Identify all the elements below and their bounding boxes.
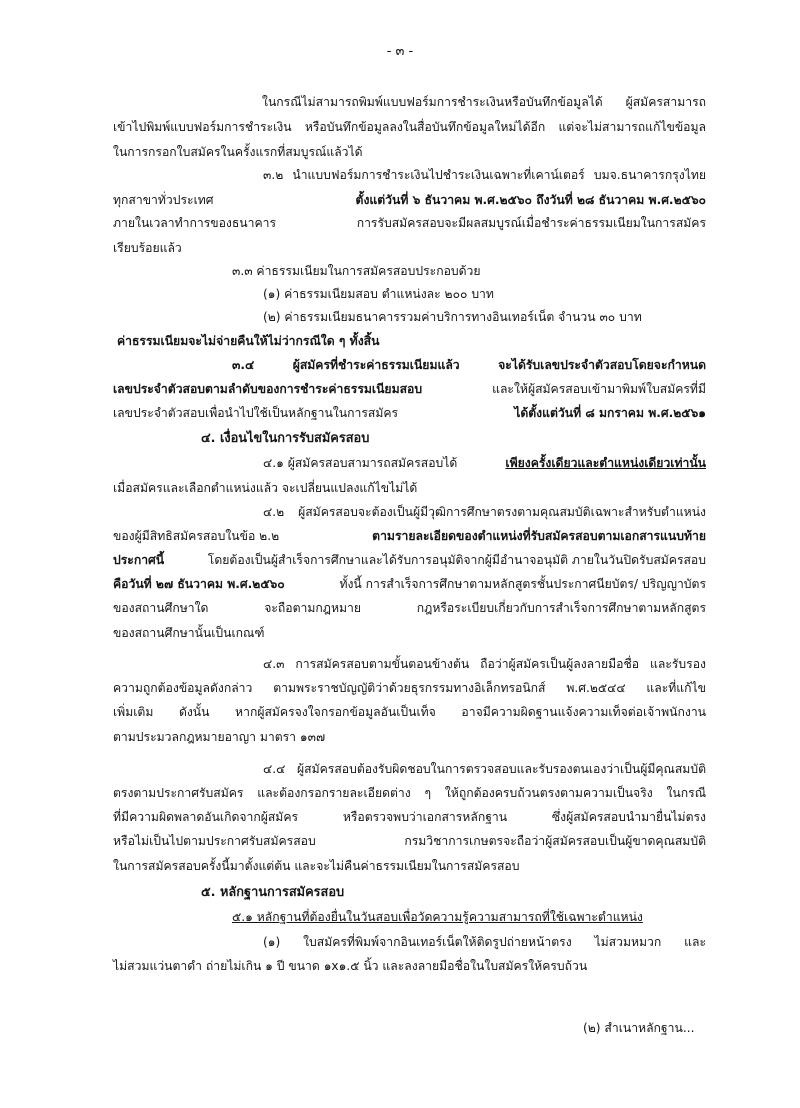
- clause-4-1-line: เมื่อสมัครและเลือกตำแหน่งแล้ว จะเปลี่ยนแปลงแก้ไขไม่ได้: [113, 481, 418, 495]
- clause-4-2-line: ของสถานศึกษาใด จะถือตามกฎหมาย กฎหรือระเบียบเกี่ยวกับการสำเร็จการศึกษาตามหลักสูตร: [113, 601, 706, 615]
- clause-4-4-line: ที่มีความผิดพลาดอันเกิดจากผู้สมัคร หรือตรวจพบว่าเอกสารหลักฐาน ซึ่งผู้สมัครสอบนำมายื่นไม่ตรง: [113, 810, 706, 824]
- once-only-emphasis: เพียงครั้งเดียวและตำแหน่งเดียวเท่านั้น: [505, 456, 706, 470]
- evidence-item-line: ไม่สวมแว่นตาดำ ถ่ายไม่เกิน ๑ ปี ขนาด ๑x๑.๕ นิ้ว และลงลายมือชื่อในใบสมัครให้ครบถ้วน: [113, 959, 588, 973]
- clause-4-2-line: [113, 576, 706, 592]
- continuation-note: (๒) สำเนาหลักฐาน...: [583, 1021, 695, 1035]
- no-refund-note: ค่าธรรมเนียมจะไม่จ่ายคืนให้ไม่ว่ากรณีใด ๆ ทั้งสิ้น: [117, 334, 380, 348]
- clause-3-2-line: เรียบร้อยแล้ว: [113, 241, 182, 255]
- text-line: ในกรณีไม่สามารถพิมพ์แบบฟอร์มการชำระเงินหรือบันทึกข้อมูลได้ ผู้สมัครสามารถ: [262, 95, 706, 109]
- text-line: ในการกรอกใบสมัครในครั้งแรกที่สมบูรณ์แล้วได้: [113, 145, 363, 159]
- clause-4-4-line: ตรงตามประกาศรับสมัคร และต้องกรอกรายละเอียดต่าง ๆ ให้ถูกต้องครบถ้วนตรงตามความเป็นจริง ในกรณี: [113, 786, 706, 800]
- section-5-heading: ๕. หลักฐานการสมัครสอบ: [201, 885, 345, 900]
- clause-4-3-line: ตามประมวลกฎหมายอาญา มาตรา ๑๓๗: [113, 730, 326, 744]
- clause-3-2-line: ภายในเวลาทำการของธนาคาร การรับสมัครสอบจะมีผลสมบูรณ์เมื่อชำระค่าธรรมเนียมในการสมัคร: [113, 216, 706, 230]
- evidence-item-line: (๑) ใบสมัครที่พิมพ์จากอินเทอร์เน็ตให้ติดรูปถ่ายหน้าตรง ไม่สวมหมวก และ: [263, 935, 706, 949]
- clause-3-4-line: [113, 405, 706, 421]
- clause-4-4-line: ๔.๔ ผู้สมัครสอบต้องรับผิดชอบในการตรวจสอบและรับรองตนเองว่าเป็นผู้มีคุณสมบัติ: [263, 762, 706, 776]
- clause-4-4-line: ในการสมัครสอบครั้งนี้มาตั้งแต่ต้น และจะไม่คืนค่าธรรมเนียมในการสมัครสอบ: [113, 859, 520, 873]
- text-span: ๔.๑ ผู้สมัครสอบสามารถสมัครสอบได้: [263, 456, 458, 470]
- clause-3-4-line: ๓.๔ ผู้สมัครที่ชำระค่าธรรมเนียมแล้ว จะได้รับเลขประจำตัวสอบโดยจะกำหนด: [232, 358, 706, 372]
- fee-item: (๑) ค่าธรรมเนียมสอบ ตำแหน่งละ ๒๐๐ บาท: [263, 287, 494, 301]
- text-span: เลขประจำตัวสอบเพื่อนำไปใช้เป็นหลักฐานในการสมัคร: [113, 406, 399, 420]
- text-span: ทั้งนี้ การสำเร็จการศึกษาตามหลักสูตรชั้นประกาศนียบัตร/ ปริญญาบัตร: [339, 577, 706, 591]
- text-span-bold: ประกาศนี้: [113, 553, 165, 567]
- clause-4-2-line: [113, 552, 706, 568]
- clause-3-2-line: [113, 192, 706, 208]
- text-line: เข้าไปพิมพ์แบบฟอร์มการชำระเงิน หรือบันทึกข้อมูลลงในสื่อบันทึกข้อมูลใหม่ได้อีก แต่จะไม่สามารถแก้ไขข้อมูล: [113, 120, 706, 134]
- clause-4-2-line: ของสถานศึกษานั้นเป็นเกณฑ์: [113, 626, 265, 640]
- text-span: ของผู้มีสิทธิสมัครสอบในข้อ ๒.๒: [113, 529, 280, 543]
- text-span: โดยต้องเป็นผู้สำเร็จการศึกษาและได้รับการอนุมัติจากผู้มีอำนาจอนุมัติ ภายในวันปิดรับสมัครสอบ: [207, 553, 706, 567]
- date-bold: คือวันที่ ๒๗ ธันวาคม พ.ศ.๒๕๖๐: [113, 577, 285, 591]
- section-4-heading: ๔. เงื่อนไขในการรับสมัครสอบ: [201, 431, 370, 446]
- date-range-bold: ตั้งแต่วันที่ ๖ ธันวาคม พ.ศ.๒๕๖๐ ถึงวันที่ ๒๘ ธันวาคม พ.ศ.๒๕๖๐: [355, 193, 706, 207]
- text-span-bold: ตามรายละเอียดของตำแหน่งที่รับสมัครสอบตามเอกสารแนบท้าย: [372, 529, 706, 543]
- clause-3-2-line: ๓.๒ นำแบบฟอร์มการชำระเงินไปชำระเงินเฉพาะที่เคาน์เตอร์ บมจ.ธนาคารกรุงไทย: [263, 168, 706, 182]
- clause-4-2-line: ๔.๒ ผู้สมัครสอบจะต้องเป็นผู้มีวุฒิการศึกษาตรงตามคุณสมบัติเฉพาะสำหรับตำแหน่ง: [263, 505, 706, 519]
- text-span: ทุกสาขาทั่วประเทศ: [113, 193, 214, 207]
- text-span-bold: เลขประจำตัวสอบตามลำดับของการชำระค่าธรรมเนียมสอบ: [113, 382, 423, 396]
- date-bold: ได้ตั้งแต่วันที่ ๘ มกราคม พ.ศ.๒๕๖๑: [514, 406, 706, 420]
- clause-4-4-line: หรือไม่เป็นไปตามประกาศรับสมัครสอบ กรมวิชาการเกษตรจะถือว่าผู้สมัครสอบเป็นผู้ขาดคุณสมบัติ: [113, 834, 706, 848]
- clause-4-3-line: เพิ่มเติม ดังนั้น หากผู้สมัครจงใจกรอกข้อมูลอันเป็นเท็จ อาจมีความผิดฐานแจ้งความเท็จต่อเจ้าพนักงาน: [113, 705, 706, 719]
- page-number: - ๓ -: [386, 44, 414, 59]
- clause-4-3-line: ๔.๓ การสมัครสอบตามขั้นตอนข้างต้น ถือว่าผู้สมัครเป็นผู้ลงลายมือชื่อ และรับรอง: [263, 657, 706, 671]
- clause-5-1-heading: ๕.๑ หลักฐานที่ต้องยื่นในวันสอบเพื่อวัดความรู้ความสามารถที่ใช้เฉพาะตำแหน่ง: [232, 910, 643, 924]
- clause-3-3-heading: ๓.๓ ค่าธรรมเนียมในการสมัครสอบประกอบด้วย: [232, 264, 481, 278]
- text-span: และให้ผู้สมัครสอบเข้ามาพิมพ์ใบสมัครที่มี: [492, 382, 706, 396]
- clause-4-3-line: ความถูกต้องข้อมูลดังกล่าว ตามพระราชบัญญัติว่าด้วยธุรกรรมทางอิเล็กทรอนิกส์ พ.ศ.๒๕๔๔ และที่แก้ไข: [113, 681, 706, 695]
- clause-4-1-line: [263, 455, 706, 471]
- clause-3-4-line: [113, 381, 706, 397]
- fee-item: (๒) ค่าธรรมเนียมธนาคารรวมค่าบริการทางอินเทอร์เน็ต จำนวน ๓๐ บาท: [263, 310, 642, 324]
- clause-4-2-line: [113, 528, 706, 544]
